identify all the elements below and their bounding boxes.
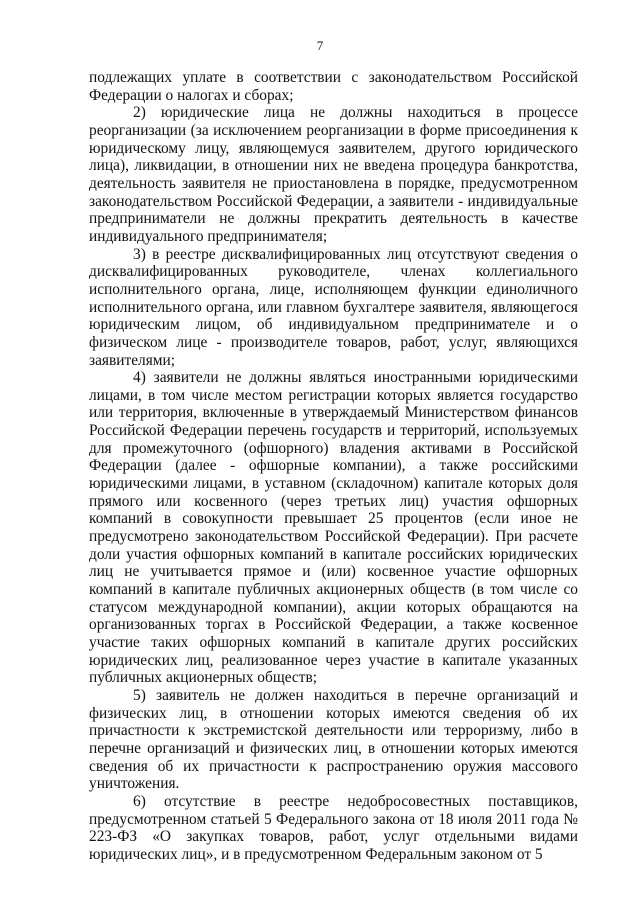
paragraph-item-6: 6) отсутствие в реестре недобросовестных поставщиков, предусмотренном статьей 5 Федерального закона от 18 июля 2011 года № 223-ФЗ «О закупках товаров, работ, услуг отдельными видами юридических лиц», и в предусмотренном Федеральным законом от 5 [89,792,578,863]
page-number: 7 [316,38,324,53]
paragraph-item-2: 2) юридические лица не должны находиться в процессе реорганизации (за исключением реорганизации в форме присоединения к юридическому лицу, являющемуся заявителем, другого юридического лица), ликвидации, в отношении них не введена процедура банкротства, деятельность заявителя не приостановлена в порядке, предусмотренном законодательством Российской Федерации, а заявители - индивидуальные предприниматели не должны прекратить деятельность в качестве индивидуального предпринимателя; [89,104,578,245]
document-body [89,69,578,864]
paragraph-continuation: подлежащих уплате в соответствии с законодательством Российской Федерации о налогах и сборах; [89,69,578,104]
paragraph-item-3: 3) в реестре дисквалифицированных лиц отсутствуют сведения о дисквалифицированных руководителе, членах коллегиального исполнительного органа, лице, исполняющем функции единоличного исполнительного органа, или главном бухгалтере заявителя, являющегося юридическим лицом, об индивидуальном предпринимателе и о физическом лице - производителе товаров, работ, услуг, являющихся заявителями; [89,245,578,369]
paragraph-item-5: 5) заявитель не должен находиться в перечне организаций и физических лиц, в отношении которых имеются сведения об их причастности к экстремистской деятельности или терроризму, либо в перечне организаций и физических лиц, в отношении которых имеются сведения об их причастности к распространению оружия массового уничтожения. [89,686,578,793]
paragraph-item-4: 4) заявители не должны являться иностранными юридическими лицами, в том числе местом регистрации которых является государство или территория, включенные в утверждаемый Министерством финансов Российской Федерации перечень государств и территорий, используемых для промежуточного (офшорного) владения активами в Российской Федерации (далее - офшорные компании), а также российскими юридическими лицами, в уставном (складочном) капитале которых доля прямого или косвенного (через третьих лиц) участия офшорных компаний в совокупности превышает 25 процентов (если иное не предусмотрено законодательством Российской Федерации). При расчете доли участия офшорных компаний в капитале российских юридических лиц не учитывается прямое и (или) косвенное участие офшорных компаний в капитале публичных акционерных обществ (в том числе со статусом международной компании), акции которых обращаются на организованных торгах в Российской Федерации, а также косвенное участие таких офшорных компаний в капитале других российских юридических лиц, реализованное через участие в капитале указанных публичных акционерных обществ; [89,369,578,687]
